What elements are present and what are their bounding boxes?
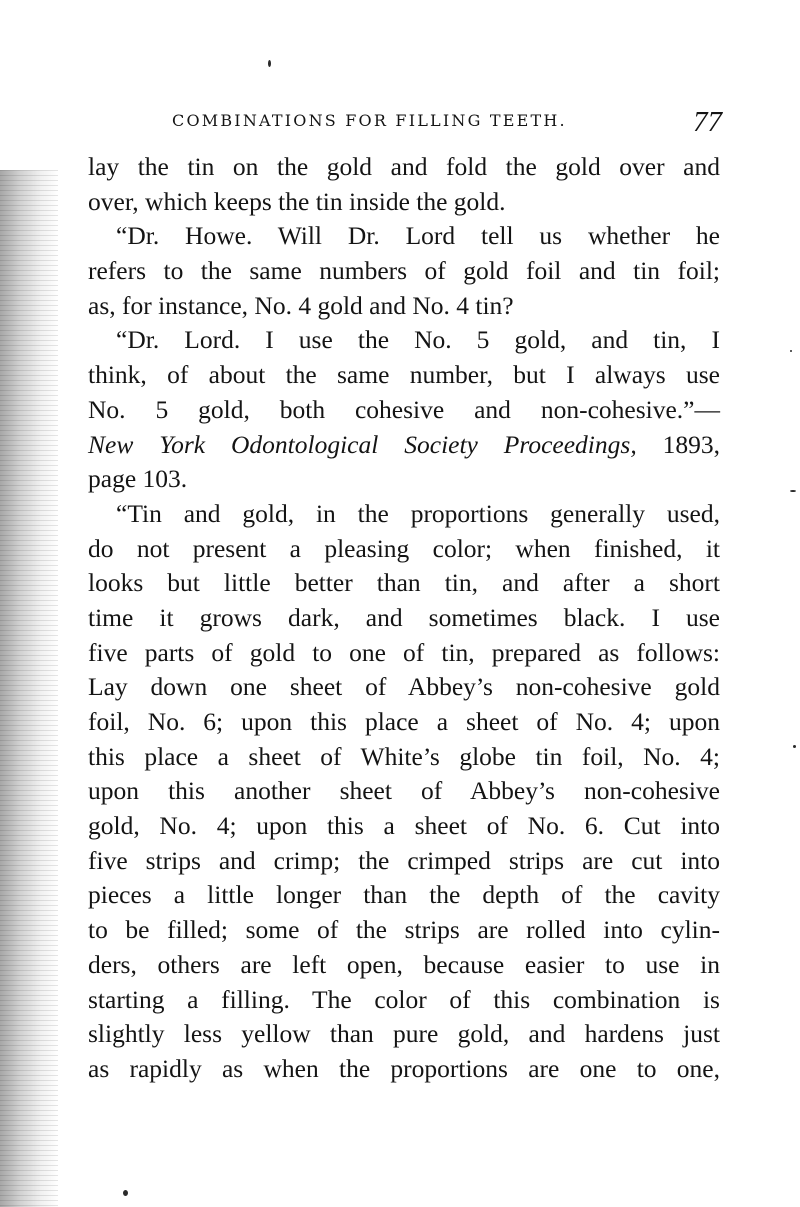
page-number: 77 [693, 106, 722, 138]
ink-speck [790, 490, 796, 492]
citation-line [88, 428, 720, 463]
page-binding-shadow [0, 170, 58, 1207]
text-line: page 103. [88, 464, 188, 494]
text-line: foil, No. 6; upon this place a sheet of No. 4; upon [88, 707, 720, 736]
text-line: time it grows dark, and sometimes black. I use [88, 602, 720, 632]
text-line: “Tin and gold, in the proportions generally used, [116, 498, 720, 528]
text-line: looks but little better than tin, and after a short [88, 568, 720, 598]
text-line: pieces a little longer than the depth of the cavity [88, 880, 720, 910]
text-line: “Dr. Howe. Will Dr. Lord tell us whether he [116, 221, 720, 251]
text-line: five strips and crimp; the crimped strips are cut into [88, 845, 720, 875]
text-line: upon this another sheet of Abbey’s non-cohesive [88, 776, 720, 806]
running-head [172, 106, 722, 136]
ink-speck [123, 1190, 128, 1196]
text-line: refers to the same numbers of gold foil and tin foil; [88, 256, 720, 286]
text-line: ders, others are left open, because easier to use in [88, 949, 720, 979]
text-line: this place a sheet of White’s globe tin foil, No. 4; [88, 741, 720, 771]
body-text [88, 150, 720, 1087]
text-line: over, which keeps the tin inside the gold. [88, 186, 506, 216]
citation-year: 1893, [636, 429, 720, 459]
citation-title: New York Odontological Society Proceedings, [88, 429, 637, 459]
text-line: five parts of gold to one of tin, prepared as follows: [88, 637, 720, 667]
ink-speck [268, 60, 271, 67]
text-line: do not present a pleasing color; when finished, it [88, 533, 720, 563]
ink-speck [793, 745, 796, 748]
text-line: Lay down one sheet of Abbey’s non-cohesive gold [88, 672, 720, 702]
text-line: gold, No. 4; upon this a sheet of No. 6. Cut into [88, 811, 720, 841]
text-line: think, of about the same number, but I always use [88, 360, 720, 390]
text-line: slightly less yellow than pure gold, and hardens just [88, 1019, 720, 1049]
text-line: to be filled; some of the strips are rolled into cylin- [88, 915, 720, 945]
text-line: as, for instance, No. 4 gold and No. 4 tin? [88, 290, 514, 320]
text-line: starting a filling. The color of this combination is [88, 984, 720, 1014]
text-line: No. 5 gold, both cohesive and non-cohesive.”— [88, 394, 720, 424]
running-head-title: COMBINATIONS FOR FILLING TEETH. [172, 111, 567, 130]
ink-speck [790, 350, 792, 352]
text-line: “Dr. Lord. I use the No. 5 gold, and tin, I [116, 325, 720, 355]
text-line: lay the tin on the gold and fold the gold over and [88, 152, 720, 181]
text-line: as rapidly as when the proportions are one to one, [88, 1053, 720, 1083]
